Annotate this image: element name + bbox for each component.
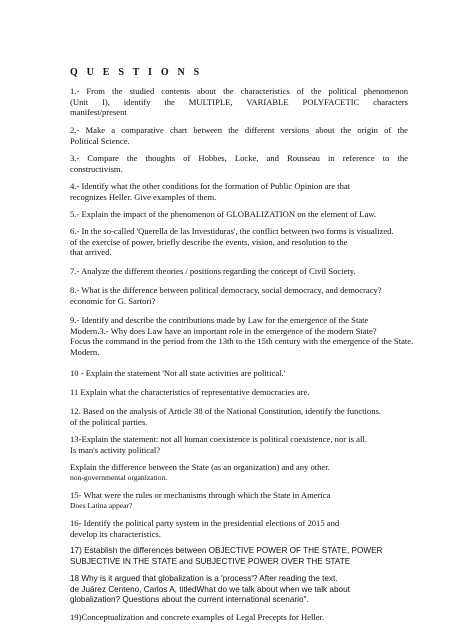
- question-line: that arrived.: [70, 247, 112, 258]
- question-line: 3.- Compare the thoughts of Hobbes, Locke, and Rousseau in reference to the: [70, 153, 408, 163]
- question-16: [70, 518, 408, 539]
- question-line: 12. Based on the analysis of Article 38 of the National Constitution, identify the functions.: [70, 406, 381, 416]
- question-18: [70, 574, 408, 606]
- question-line: Focus the command in the period from the 13th to the 15th century with the emergence of the State.: [70, 336, 414, 347]
- question-line: 19)Conceptualization and concrete examples of Legal Precepts for Heller.: [70, 612, 325, 622]
- question-12: [70, 406, 408, 427]
- question-line: 17) Establish the differences between OBJECTIVE POWER OF THE STATE, POWER: [70, 546, 383, 555]
- question-line: economic for G. Sartori?: [70, 295, 156, 306]
- question-line: recognizes Heller. Give examples of them.: [70, 191, 217, 202]
- question-line: 6.- In the so-called 'Querella de las Investiduras', the conflict between two forms is visualized.: [70, 226, 394, 236]
- question-line: 8.- What is the difference between political democracy, social democracy, and democracy?: [70, 285, 382, 295]
- question-line: globalization? Questions about the current international scenario".: [70, 595, 309, 605]
- question-line: develop its characteristics.: [70, 528, 161, 539]
- questions-heading: Q U E S T I O N S: [70, 67, 203, 78]
- question-line: 15- What were the rules or mechanisms through which the State in America: [70, 490, 331, 500]
- question-line: 18 Why is it argued that globalization is a 'process'? After reading the text.: [70, 574, 338, 583]
- question-line: SUBJECTIVE IN THE STATE and SUBJECTIVE POWER OVER THE STATE: [70, 556, 351, 566]
- question-line: 16- Identify the political party system in the presidential elections of 2015 and: [70, 518, 340, 528]
- question-2: [70, 125, 408, 146]
- question-13: [70, 434, 408, 455]
- question-7: [70, 266, 408, 277]
- question-line: 4.- Identify what the other conditions for the formation of Public Opinion are that: [70, 181, 351, 191]
- question-17: [70, 546, 408, 567]
- question-line: Explain the difference between the State (as an organization) and any other.: [70, 462, 330, 472]
- question-line: constructivism.: [70, 163, 123, 174]
- question-1: [70, 86, 408, 118]
- question-11: [70, 387, 408, 398]
- question-8: [70, 285, 408, 306]
- question-line: Modern.3.- Why does Law have an important role in the emergence of the modern State?: [70, 325, 377, 336]
- question-line: de Juárez Centeno, Carlos A, titledWhat do we talk about when we talk about: [70, 584, 350, 594]
- question-line: of the exercise of power, briefly describe the events, vision, and resolution to the: [70, 236, 348, 247]
- question-3: [70, 153, 408, 174]
- question-4: [70, 181, 408, 202]
- question-line: manifest/present: [70, 107, 127, 118]
- question-line: 7.- Analyze the different theories / positions regarding the concept of Civil Society.: [70, 266, 356, 276]
- question-line: 9.- Identify and describe the contributions made by Law for the emergence of the State: [70, 315, 369, 325]
- question-line: 13-Explain the statement: not all human coexistence is political coexistence, nor is all.: [70, 434, 367, 444]
- question-19: [70, 612, 408, 623]
- question-line: Political Science.: [70, 135, 130, 146]
- question-line: Does Latina appear?: [70, 500, 133, 510]
- question-line: of the political parties.: [70, 416, 148, 427]
- question-9: [70, 315, 414, 357]
- question-15: [70, 490, 408, 511]
- question-line: Modern.: [70, 346, 100, 357]
- question-line: 2.- Make a comparative chart between the different versions about the origin of the: [70, 125, 408, 135]
- question-line: 10 - Explain the statement 'Not all state activities are political.': [70, 368, 286, 378]
- question-line: non-governmental organization.: [70, 472, 168, 482]
- question-line: Is man's activity political?: [70, 444, 161, 455]
- question-line: 11 Explain what the characteristics of representative democracies are.: [70, 387, 310, 397]
- question-5: [70, 209, 408, 220]
- question-6: [70, 226, 408, 258]
- question-line: 5.- Explain the impact of the phenomenon of GLOBALIZATION on the element of Law.: [70, 209, 377, 219]
- question-14: [70, 462, 408, 483]
- question-10: [70, 368, 408, 379]
- question-line: 1.- From the studied contents about the characteristics of the political phenomenon: [70, 86, 408, 96]
- question-line: (Unit I), identify the MULTIPLE, VARIABLE POLYFACETIC characters: [70, 96, 408, 107]
